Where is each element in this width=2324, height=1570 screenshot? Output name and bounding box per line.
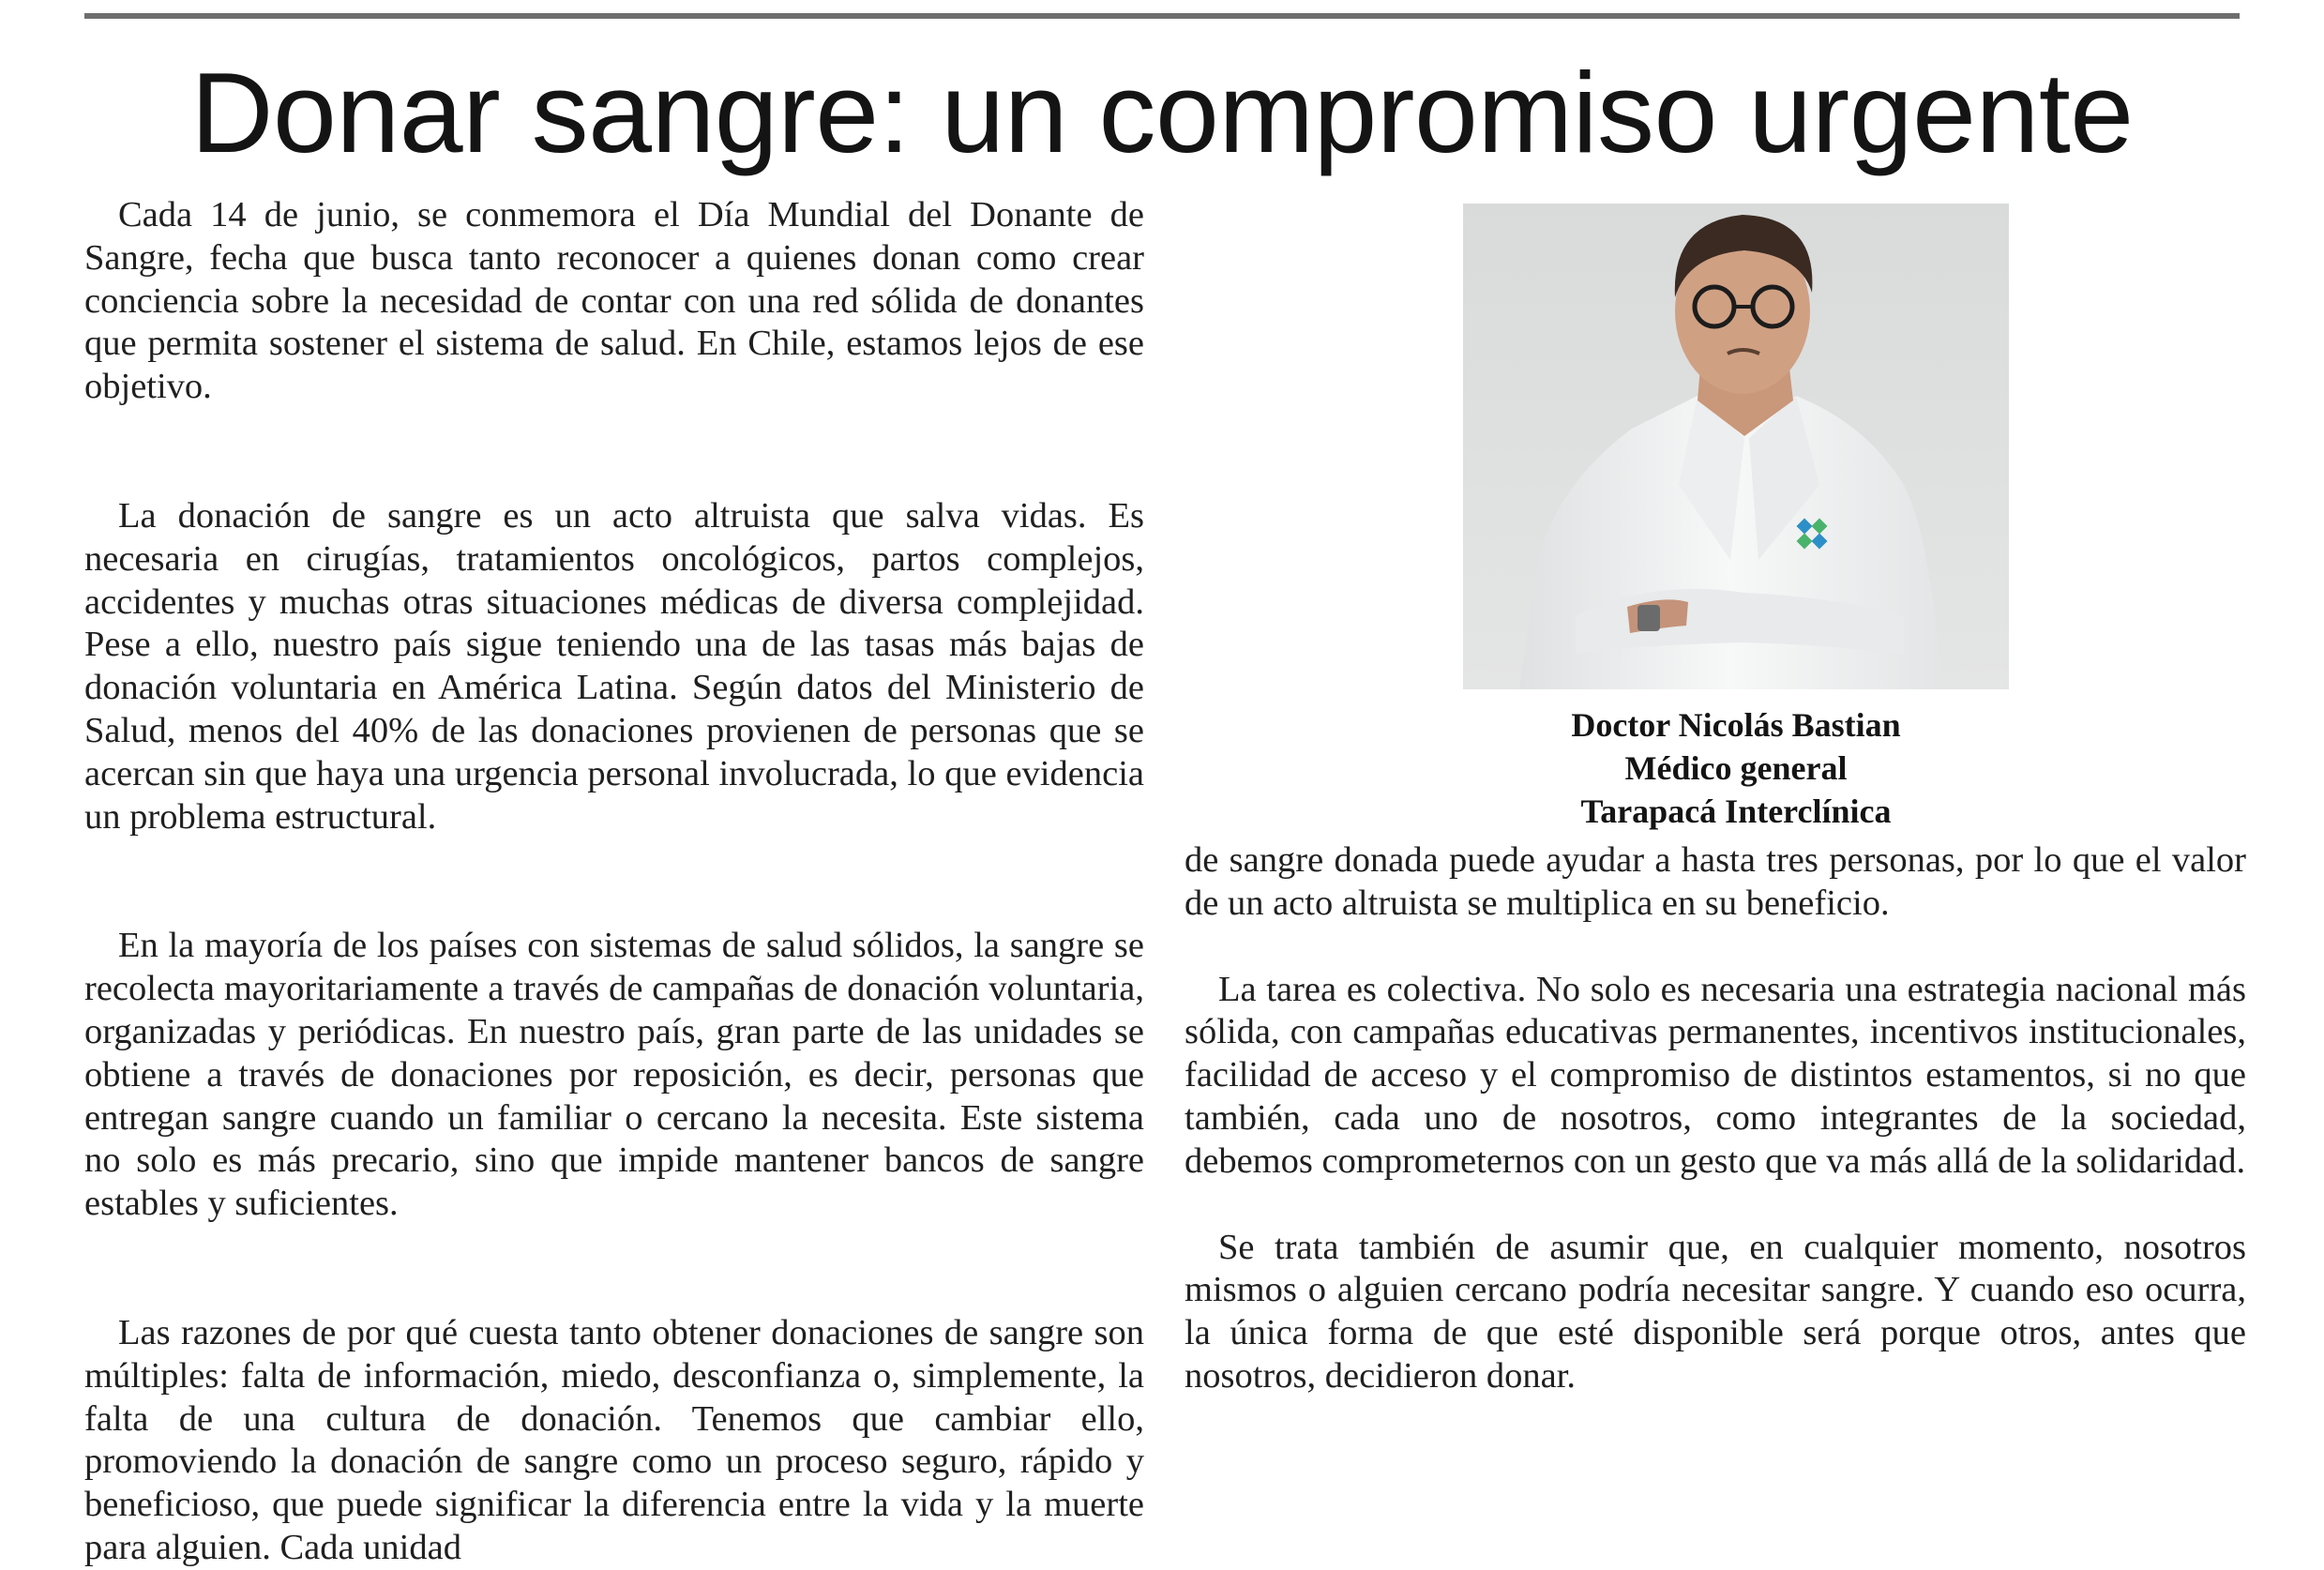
paragraph-6: La tarea es colectiva. No solo es necesaria una estrategia nacional más sólida, con campañas educativas permanentes, incentivos institucionales, facilidad de acceso y el compromiso de distintos estamentos, si no que también, cada uno de nosotros, como integrantes de la sociedad, debemos comprometernos con un gesto que va más allá de la solidaridad.: [1185, 969, 2246, 1181]
paragraph-7: Se trata también de asumir que, en cualquier momento, nosotros mismos o alguien cercano podría necesitar sangre. Y cuando eso ocurra, la única forma de que esté disponible será porque otros, antes que nosotros, decidieron donar.: [1185, 1227, 2246, 1396]
right-column: [1185, 839, 2246, 1398]
paragraph-4: Las razones de por qué cuesta tanto obtener donaciones de sangre son múltiples: falta de información, miedo, desconfianza o, simplemente, la falta de una cultura de donación. Tenemos que cambiar ello, promoviendo la donación de sangre como un proceso seguro, rápido y beneficioso, que puede significar la diferencia entre la vida y la muerte para alguien. Cada unidad: [84, 1312, 1144, 1567]
author-photo: [1463, 204, 2009, 689]
top-rule: [84, 13, 2240, 19]
author-institution: Tarapacá Interclínica: [1580, 793, 1892, 830]
author-role: Médico general: [1624, 749, 1848, 787]
author-name: Doctor Nicolás Bastian: [1571, 706, 1901, 744]
paragraph-2: La donación de sangre es un acto altruista que salva vidas. Es necesaria en cirugías, tratamientos oncológicos, partos complejos, accidentes y muchas otras situaciones médicas de diversa complejidad. Pese a ello, nuestro país sigue teniendo una de las tasas más bajas de donación voluntaria en América Latina. Según datos del Ministerio de Salud, menos del 40% de las donaciones provienen de personas que se acercan sin que haya una urgencia personal involucrada, lo que evidencia un problema estructural.: [84, 495, 1144, 837]
headline: Donar sangre: un compromiso urgente: [190, 49, 2134, 176]
paragraph-5: de sangre donada puede ayudar a hasta tres personas, por lo que el valor de un acto altruista se multiplica en su beneficio.: [1185, 840, 2246, 923]
left-column: [84, 194, 1144, 1570]
paragraph-1: Cada 14 de junio, se conmemora el Día Mundial del Donante de Sangre, fecha que busca tanto reconocer a quienes donan como crear conciencia sobre la necesidad de contar con una red sólida de donantes que permita sostener el sistema de salud. En Chile, estamos lejos de ese objetivo.: [84, 195, 1144, 407]
paragraph-3: En la mayoría de los países con sistemas de salud sólidos, la sangre se recolecta mayoritariamente a través de campañas de donación voluntaria, organizadas y periódicas. En nuestro país, gran parte de las unidades se obtiene a través de donaciones por reposición, es decir, personas que entregan sangre cuando un familiar o cercano la necesita. Este sistema no solo es más precario, sino que impide mantener bancos de sangre estables y suficientes.: [84, 926, 1144, 1224]
photo-caption: [1463, 703, 2009, 833]
